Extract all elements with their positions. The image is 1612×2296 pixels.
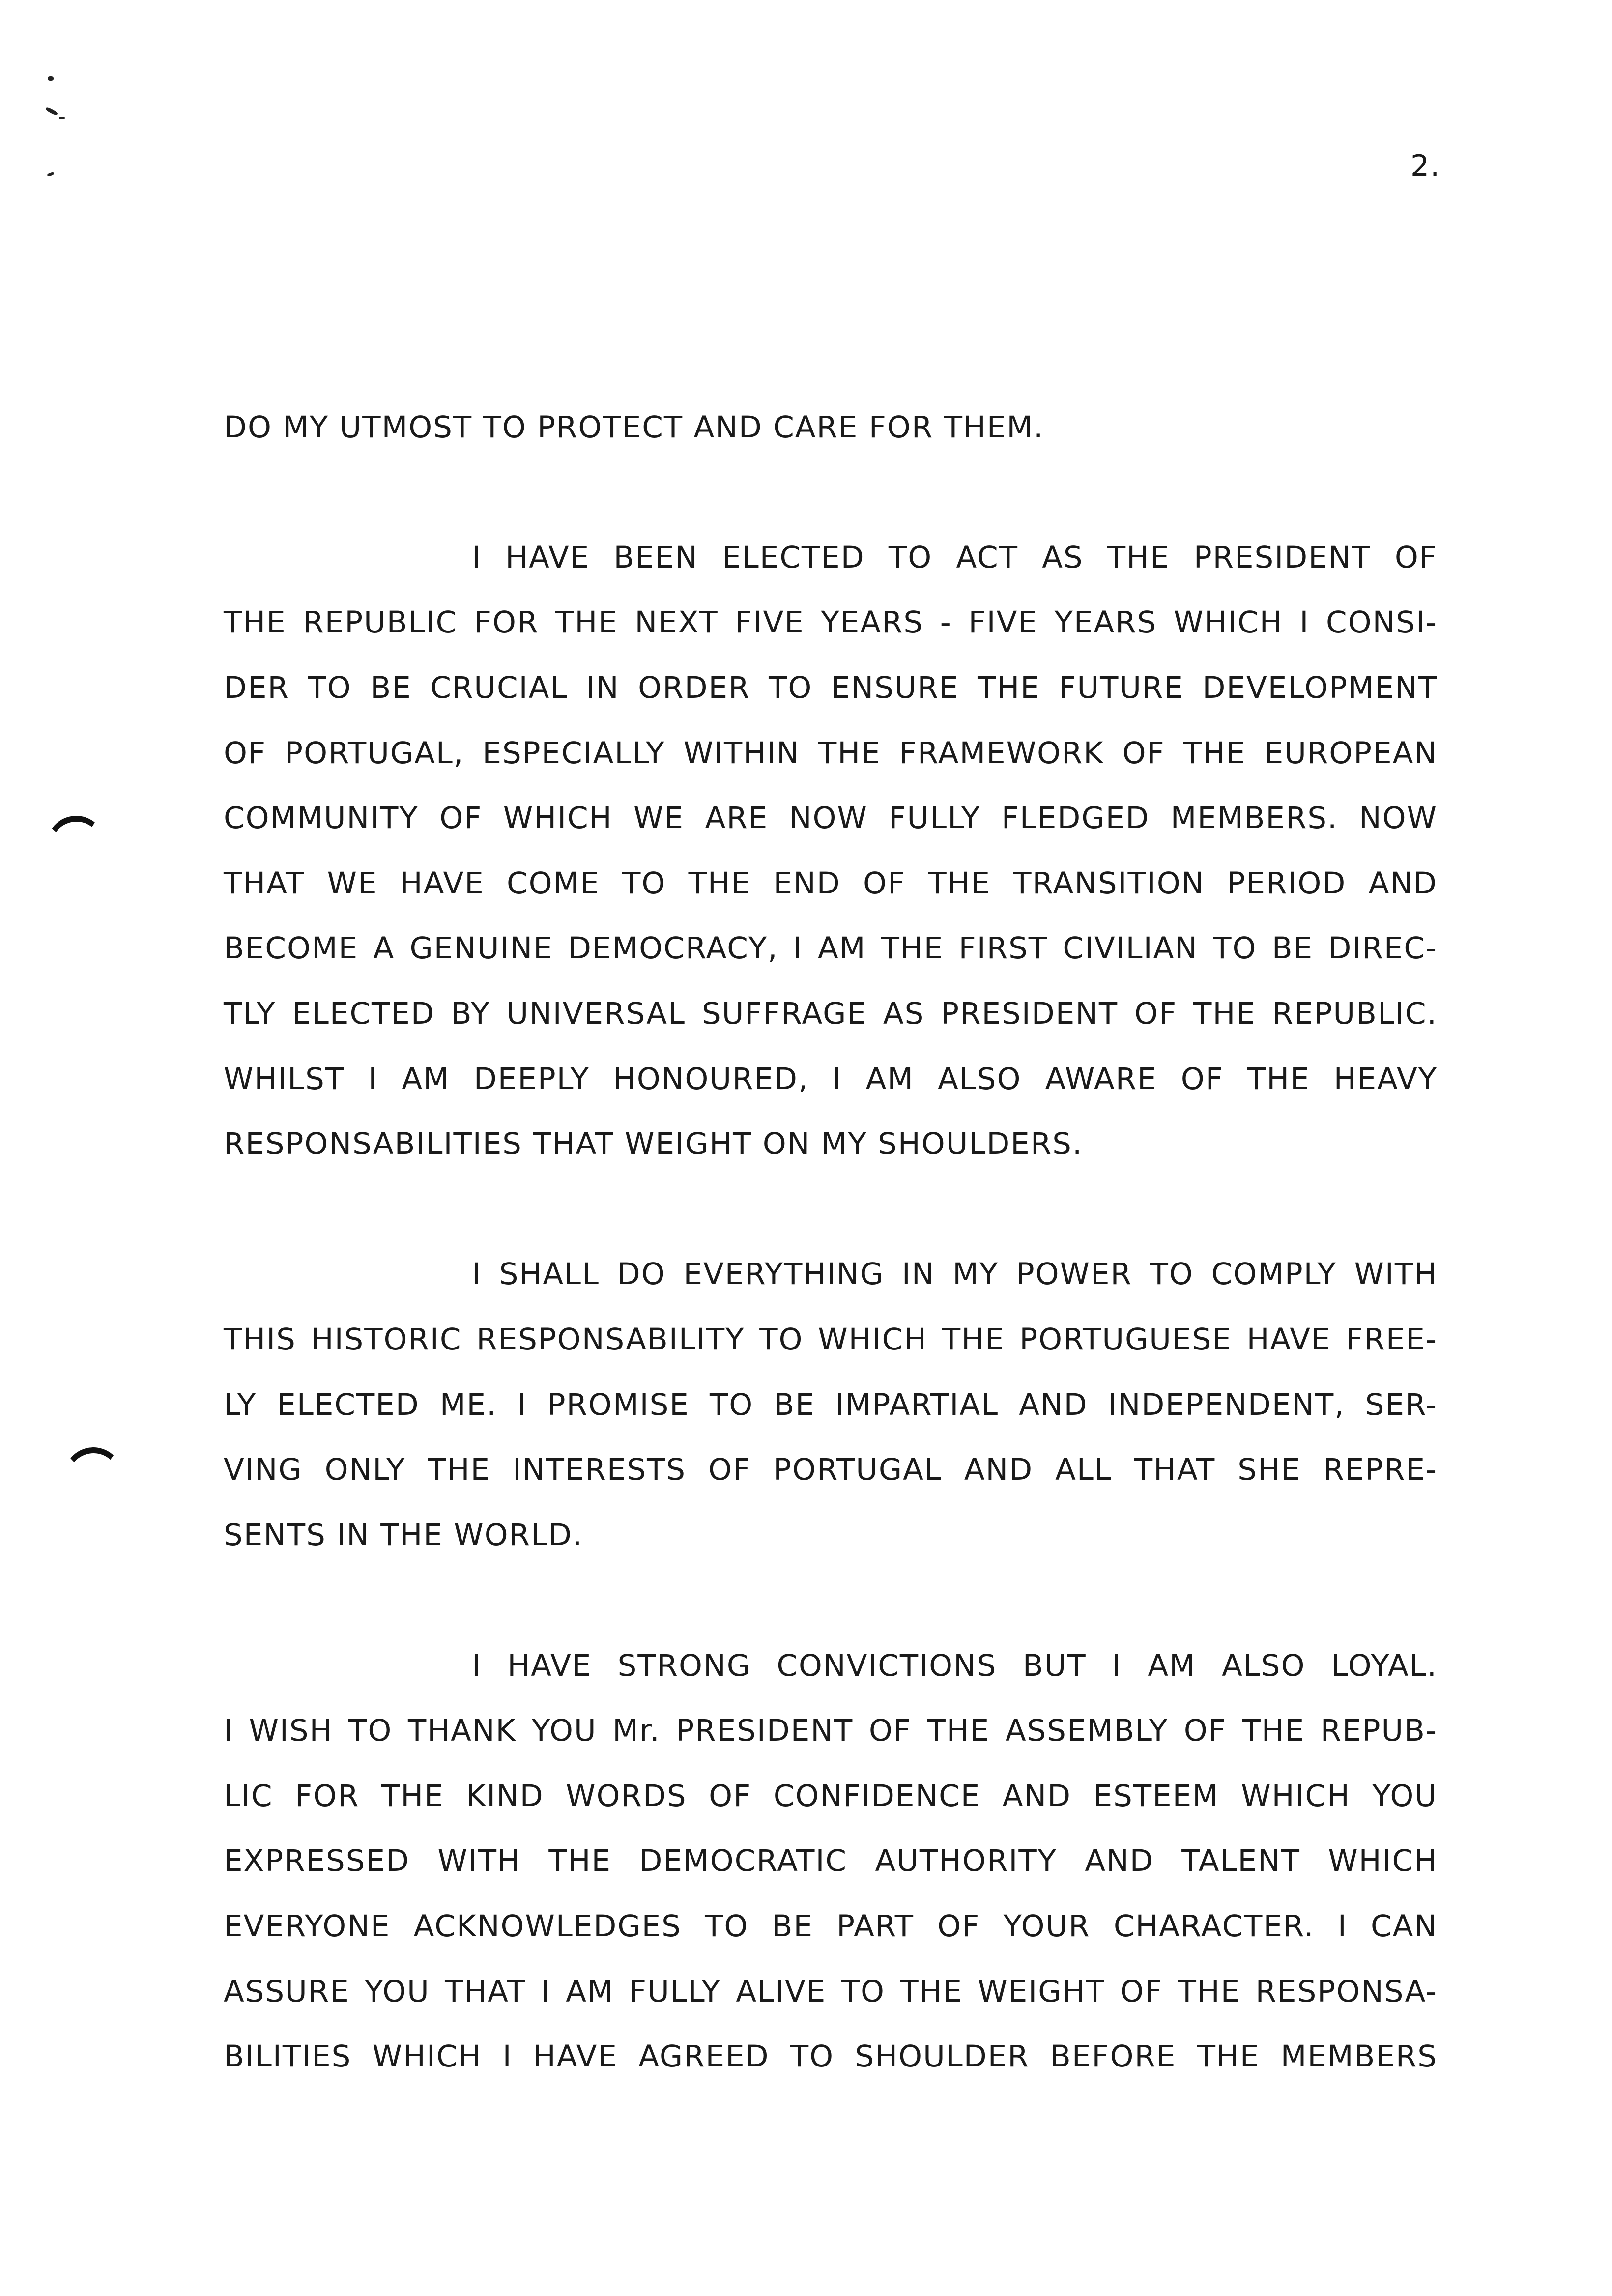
text-line: DO MY UTMOST TO PROTECT AND CARE FOR THEM. bbox=[224, 410, 1044, 445]
text-line: OF PORTUGAL, ESPECIALLY WITHIN THE FRAMEWORK OF THE EUROPEAN bbox=[224, 736, 1438, 771]
text-line: SENTS IN THE WORLD. bbox=[224, 1518, 583, 1552]
text-line: COMMUNITY OF WHICH WE ARE NOW FULLY FLEDGED MEMBERS. NOW bbox=[224, 801, 1438, 835]
text-line: VING ONLY THE INTERESTS OF PORTUGAL AND ALL THAT SHE REPRE- bbox=[224, 1452, 1438, 1487]
hole-punch-mark bbox=[43, 812, 110, 879]
scan-speck bbox=[47, 172, 54, 177]
text-line: EVERYONE ACKNOWLEDGES TO BE PART OF YOUR CHARACTER. I CAN bbox=[224, 1909, 1438, 1944]
text-line: RESPONSABILITIES THAT WEIGHT ON MY SHOULDERS. bbox=[224, 1126, 1083, 1161]
text-line: BECOME A GENUINE DEMOCRACY, I AM THE FIRST CIVILIAN TO BE DIREC- bbox=[224, 931, 1438, 966]
scan-speck bbox=[59, 117, 65, 119]
text-line: LY ELECTED ME. I PROMISE TO BE IMPARTIAL AND INDEPENDENT, SER- bbox=[224, 1387, 1438, 1422]
hole-punch-mark bbox=[62, 1445, 125, 1508]
text-line: ASSURE YOU THAT I AM FULLY ALIVE TO THE WEIGHT OF THE RESPONSA- bbox=[224, 1974, 1438, 2009]
text-line: THAT WE HAVE COME TO THE END OF THE TRANSITION PERIOD AND bbox=[224, 866, 1438, 901]
text-line: THE REPUBLIC FOR THE NEXT FIVE YEARS - FIVE YEARS WHICH I CONSI- bbox=[224, 605, 1438, 640]
text-line: BILITIES WHICH I HAVE AGREED TO SHOULDER BEFORE THE MEMBERS bbox=[224, 2039, 1438, 2074]
text-line: WHILST I AM DEEPLY HONOURED, I AM ALSO AWARE OF THE HEAVY bbox=[224, 1062, 1438, 1096]
page-number: 2. bbox=[1410, 149, 1441, 183]
scan-speck bbox=[45, 106, 58, 115]
text-line: TLY ELECTED BY UNIVERSAL SUFFRAGE AS PRESIDENT OF THE REPUBLIC. bbox=[224, 996, 1438, 1031]
text-line: EXPRESSED WITH THE DEMOCRATIC AUTHORITY AND TALENT WHICH bbox=[224, 1843, 1438, 1878]
scan-speck bbox=[48, 76, 54, 81]
text-line: I WISH TO THANK YOU Mr. PRESIDENT OF THE ASSEMBLY OF THE REPUB- bbox=[224, 1713, 1438, 1748]
text-line: I SHALL DO EVERYTHING IN MY POWER TO COMPLY WITH bbox=[472, 1257, 1438, 1292]
text-line: DER TO BE CRUCIAL IN ORDER TO ENSURE THE FUTURE DEVELOPMENT bbox=[224, 670, 1438, 705]
text-line: THIS HISTORIC RESPONSABILITY TO WHICH THE PORTUGUESE HAVE FREE- bbox=[224, 1322, 1438, 1357]
text-line: I HAVE STRONG CONVICTIONS BUT I AM ALSO LOYAL. bbox=[472, 1648, 1438, 1683]
text-line: I HAVE BEEN ELECTED TO ACT AS THE PRESIDENT OF bbox=[472, 540, 1438, 575]
text-line: LIC FOR THE KIND WORDS OF CONFIDENCE AND ESTEEM WHICH YOU bbox=[224, 1779, 1438, 1813]
